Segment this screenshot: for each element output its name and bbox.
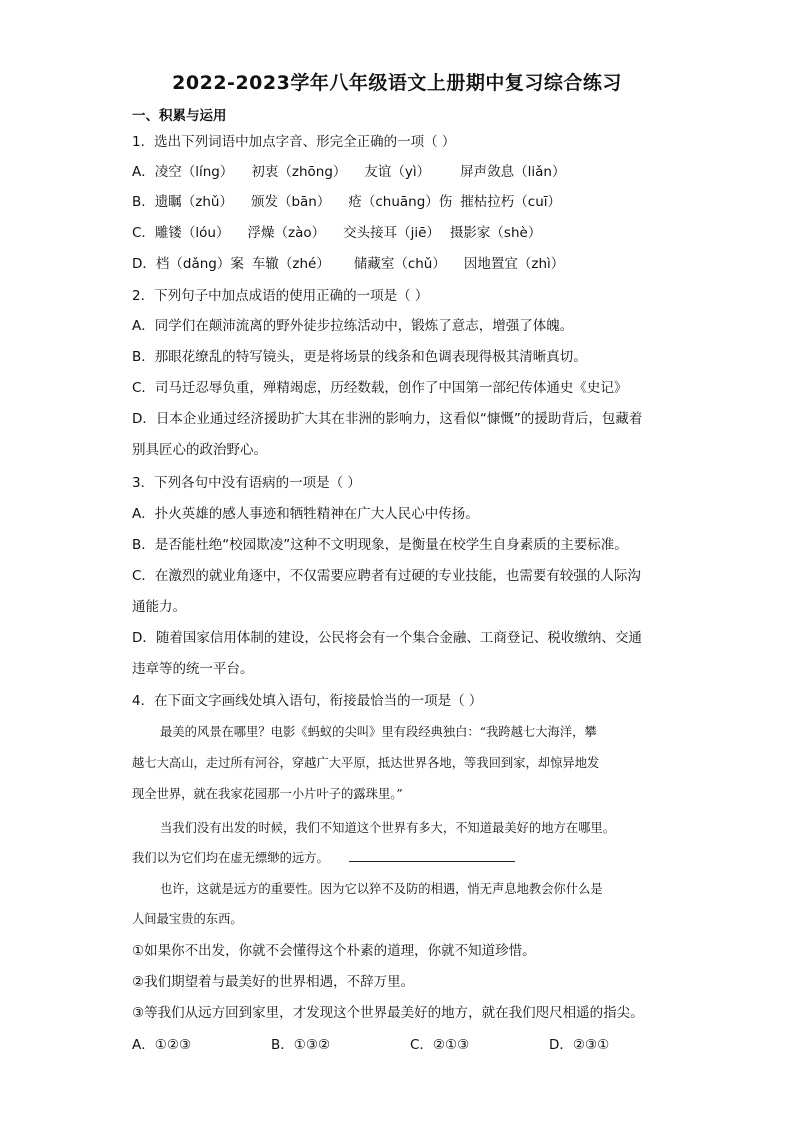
q2-option-d-line-2: 别具匠心的政治野心。 <box>132 442 267 458</box>
q1-d-word-1: D．档（dǎng）案 <box>132 256 244 272</box>
q2-option-a: A．同学们在颠沛流离的野外徒步拉练活动中，锻炼了意志，增强了体魄。 <box>132 318 574 334</box>
q4-choice-a: A．①②③ <box>132 1037 192 1053</box>
passage-para-1-line-1: 最美的风景在哪里？电影《蚂蚁的尖叫》里有段经典独白：“我跨越七大海洋，攀 <box>160 725 597 739</box>
sentence-3: ③等我们从远方回到家里，才发现这个世界最美好的地方，就在我们咫尺相遥的指尖。 <box>132 1005 644 1021</box>
passage-para-2-line-1: 当我们没有出发的时候，我们不知道这个世界有多大，不知道最美好的地方在哪里。 <box>160 821 615 835</box>
q1-b-word-2: 颁发（bān） <box>250 194 331 210</box>
q2-option-b: B．那眼花缭乱的特写镜头，更是将场景的线条和色调表现得极其清晰真切。 <box>132 349 587 365</box>
q1-d-word-2: 车辙（zhé） <box>251 256 330 272</box>
q1-b-word-4: 摧枯拉朽（cuī） <box>460 194 562 210</box>
q1-option-a <box>132 163 584 181</box>
q1-a-word-3: 友谊（yì） <box>364 164 431 180</box>
page-title: 2022-2023学年八年级语文上册期中复习综合练习 <box>172 72 622 94</box>
q3-option-d-line-1: D．随着国家信用体制的建设，公民将会有一个集合金融、工商登记、税收缴纳、交通 <box>132 630 642 646</box>
q1-c-word-1: C．雕镂（lóu） <box>132 225 230 241</box>
fill-in-blank-line <box>349 849 515 862</box>
q3-option-d-line-2: 违章等的统一平台。 <box>132 661 254 677</box>
q1-a-word-4: 屏声敛息（liǎn） <box>460 164 566 180</box>
q1-c-word-4: 摄影家（shè） <box>449 225 542 241</box>
q4-choice-c: C．②①③ <box>410 1037 470 1053</box>
q4-choice-b: B．①③② <box>271 1037 331 1053</box>
sentence-1: ①如果你不出发，你就不会懂得这个朴素的道理，你就不知道珍惜。 <box>132 943 536 959</box>
passage-para-3-line-2: 人间最宝贵的东西。 <box>132 912 243 926</box>
q3-option-c-line-2: 通能力。 <box>132 599 186 615</box>
q1-d-word-4: 因地置宜（zhì） <box>463 256 565 272</box>
q1-b-word-1: B．遗瞩（zhǔ） <box>132 194 233 210</box>
passage-para-1-line-2: 越七大高山，走过所有河谷，穿越广大平原，抵达世界各地，等我回到家，却惊异地发 <box>132 756 600 770</box>
q1-option-c <box>132 224 559 242</box>
sentence-2: ②我们期望着与最美好的世界相遇，不辞万里。 <box>132 974 415 990</box>
q1-option-d <box>132 255 582 273</box>
passage-para-1-line-3: 现全世界，就在我家花园那一小片叶子的露珠里。” <box>132 787 403 801</box>
q1-c-word-3: 交头接耳（jiē） <box>343 225 440 241</box>
question-1-stem: 1．选出下列词语中加点字音、形完全正确的一项（ ） <box>132 134 456 150</box>
q1-c-word-2: 浮燥（zào） <box>247 225 326 241</box>
passage-para-2-line-2 <box>132 849 664 867</box>
q1-a-word-2: 初衷（zhōng） <box>251 164 347 180</box>
q1-a-word-1: A．凌空（líng） <box>132 164 234 180</box>
q2-option-c: C．司马迁忍辱负重，殚精竭虑，历经数载，创作了中国第一部纪传体通史《史记》 <box>132 380 628 396</box>
q4-choice-d: D．②③① <box>549 1037 610 1053</box>
question-4-stem: 4．在下面文字画线处填入语句，衔接最恰当的一项是（ ） <box>132 693 483 709</box>
passage-para-2-text: 我们以为它们均在虚无缥缈的远方。 <box>132 851 329 865</box>
q3-option-a: A．扑火英雄的感人事迹和牺牲精神在广大人民心中传扬。 <box>132 506 479 522</box>
q1-d-word-3: 储藏室（chǔ） <box>353 256 446 272</box>
q1-b-word-3: 疮（chuāng）伤 <box>348 194 453 210</box>
q3-option-c-line-1: C．在激烈的就业角逐中，不仅需要应聘者有过硬的专业技能，也需要有较强的人际沟 <box>132 568 641 584</box>
q2-option-d-line-1: D．日本企业通过经济援助扩大其在非洲的影响力，这看似“慷慨”的援助背后，包藏着 <box>132 411 643 427</box>
passage-para-3-line-1: 也许，这就是远方的重要性。因为它以猝不及防的相遇，悄无声息地教会你什么是 <box>160 882 603 896</box>
question-2-stem: 2．下列句子中加点成语的使用正确的一项是（ ） <box>132 288 429 304</box>
q4-choices <box>132 1036 609 1054</box>
section-heading: 一、积累与运用 <box>132 108 227 124</box>
question-3-stem: 3．下列各句中没有语病的一项是（ ） <box>132 475 361 491</box>
q1-option-b <box>132 193 579 211</box>
q3-option-b: B．是否能杜绝“校园欺凌”这种不文明现象，是衡量在校学生自身素质的主要标准。 <box>132 537 628 553</box>
